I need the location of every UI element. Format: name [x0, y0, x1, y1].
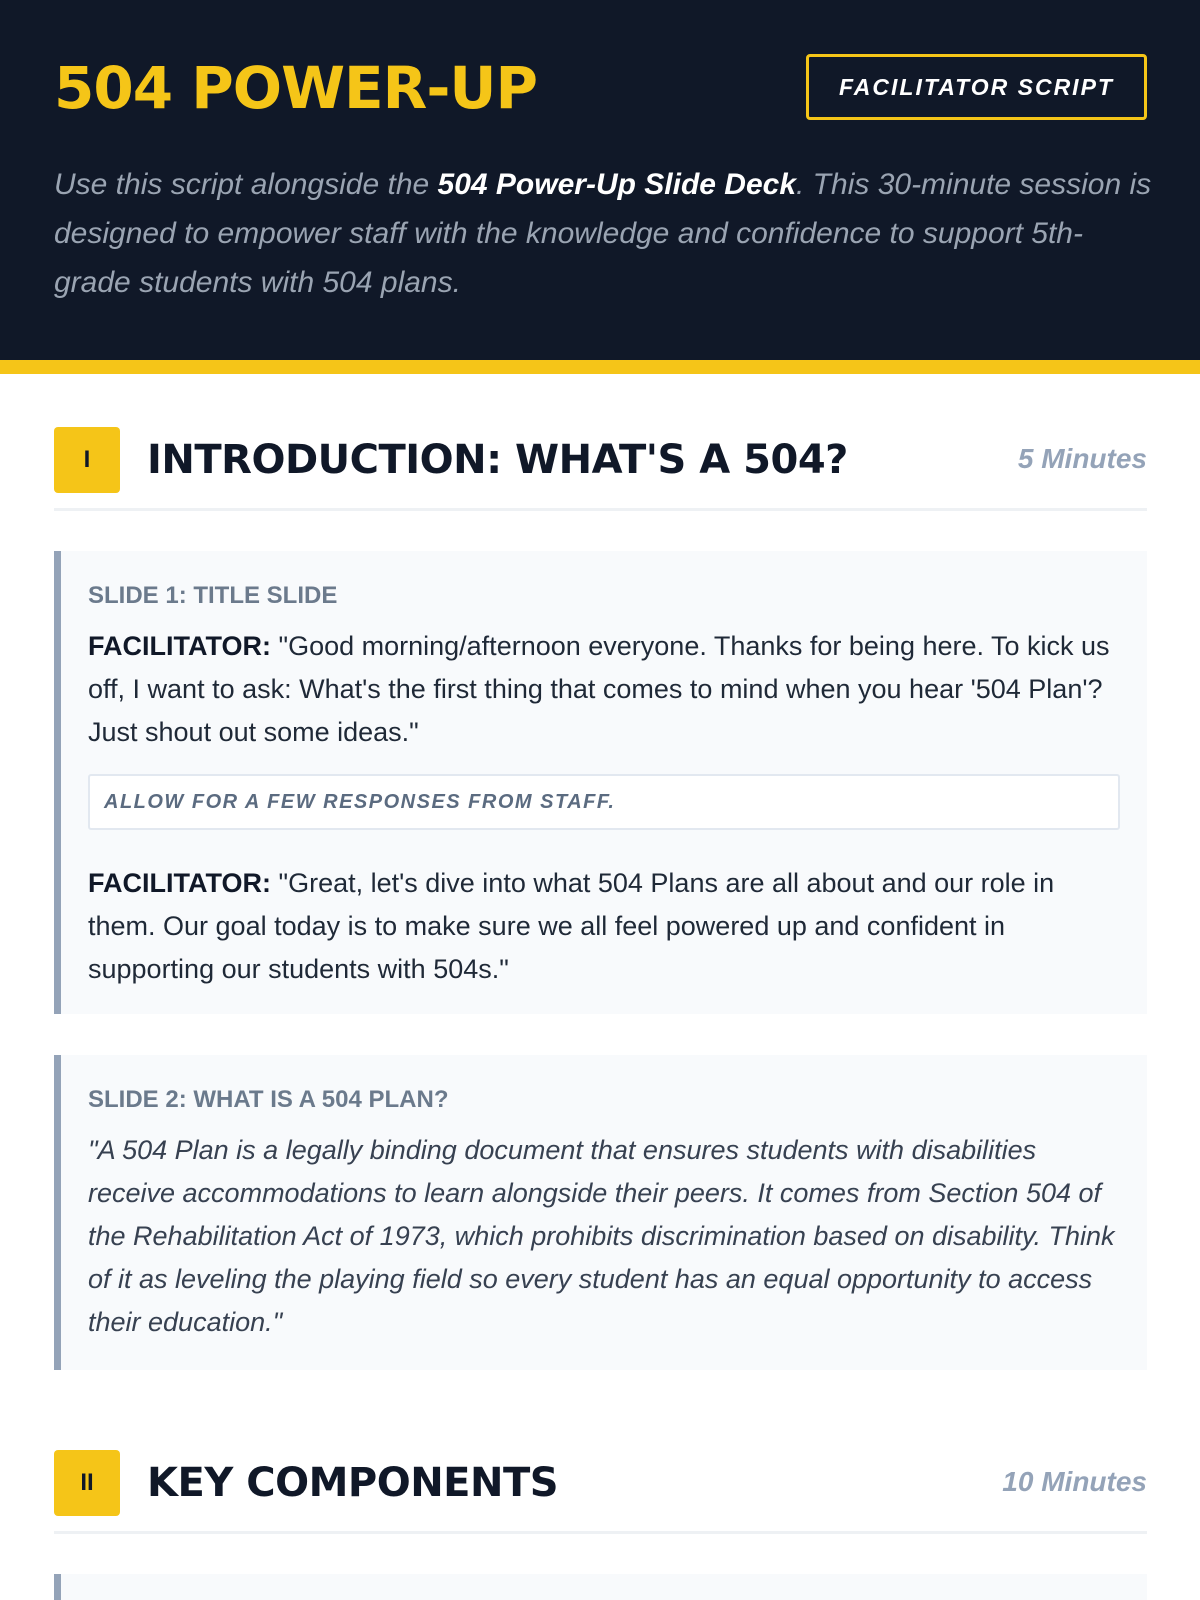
facilitator-line [88, 625, 1120, 754]
stage-direction-note: ALLOW FOR A FEW RESPONSES FROM STAFF. [88, 774, 1120, 830]
speaker-label: FACILITATOR: [88, 868, 271, 898]
section-numeral-badge: II [54, 1450, 120, 1516]
section-title: INTRODUCTION: WHAT'S A 504? [147, 437, 848, 483]
slide-card-1 [54, 551, 1147, 1014]
section-header-key-components [54, 1450, 1147, 1534]
slide-card-3 [54, 1574, 1147, 1600]
slide-card-2 [54, 1055, 1147, 1370]
slide-quote: "A 504 Plan is a legally binding document that ensures students with disabilities receive accommodations to learn alongside their peers. It comes from Section 504 of the Rehabilitation Act of 1973, which prohibits discrimination based on disability. Think of it as leveling the playing field so every student has an equal opportunity to access their education." [88, 1135, 1115, 1337]
header-accent-rule [0, 360, 1200, 374]
slide-label: SLIDE 1: TITLE SLIDE [88, 582, 338, 609]
intro-text [54, 160, 1154, 307]
slide-label: SLIDE 2: WHAT IS A 504 PLAN? [88, 1086, 449, 1113]
speaker-label: FACILITATOR: [88, 631, 271, 661]
page-title: 504 POWER-UP [54, 54, 538, 122]
section-duration: 10 Minutes [1002, 1466, 1147, 1497]
facilitator-script-button[interactable]: FACILITATOR SCRIPT [806, 54, 1147, 120]
section-title: KEY COMPONENTS [147, 1460, 559, 1506]
section-duration: 5 Minutes [1017, 443, 1147, 474]
facilitator-speech: "Good morning/afternoon everyone. Thanks for being here. To kick us off, I want to ask: What's the first thing that comes to mind when you hear '504 Plan'? Just shout out some ideas." [88, 631, 1110, 747]
section-header-introduction [54, 427, 1147, 511]
section-numeral-badge: I [54, 427, 120, 493]
intro-before: Use this script alongside the [54, 168, 438, 201]
facilitator-line [88, 862, 1120, 991]
facilitator-speech: "Great, let's dive into what 504 Plans are all about and our role in them. Our goal today is to make sure we all feel powered up and confident in supporting our students with 504s." [88, 868, 1055, 984]
header [0, 0, 1200, 360]
intro-after: . This 30-minute session is designed to empower staff with the knowledge and confidence to support 5th-grade students with 504 plans. [54, 168, 1152, 299]
slide-deck-link: 504 Power-Up Slide Deck [437, 168, 797, 201]
